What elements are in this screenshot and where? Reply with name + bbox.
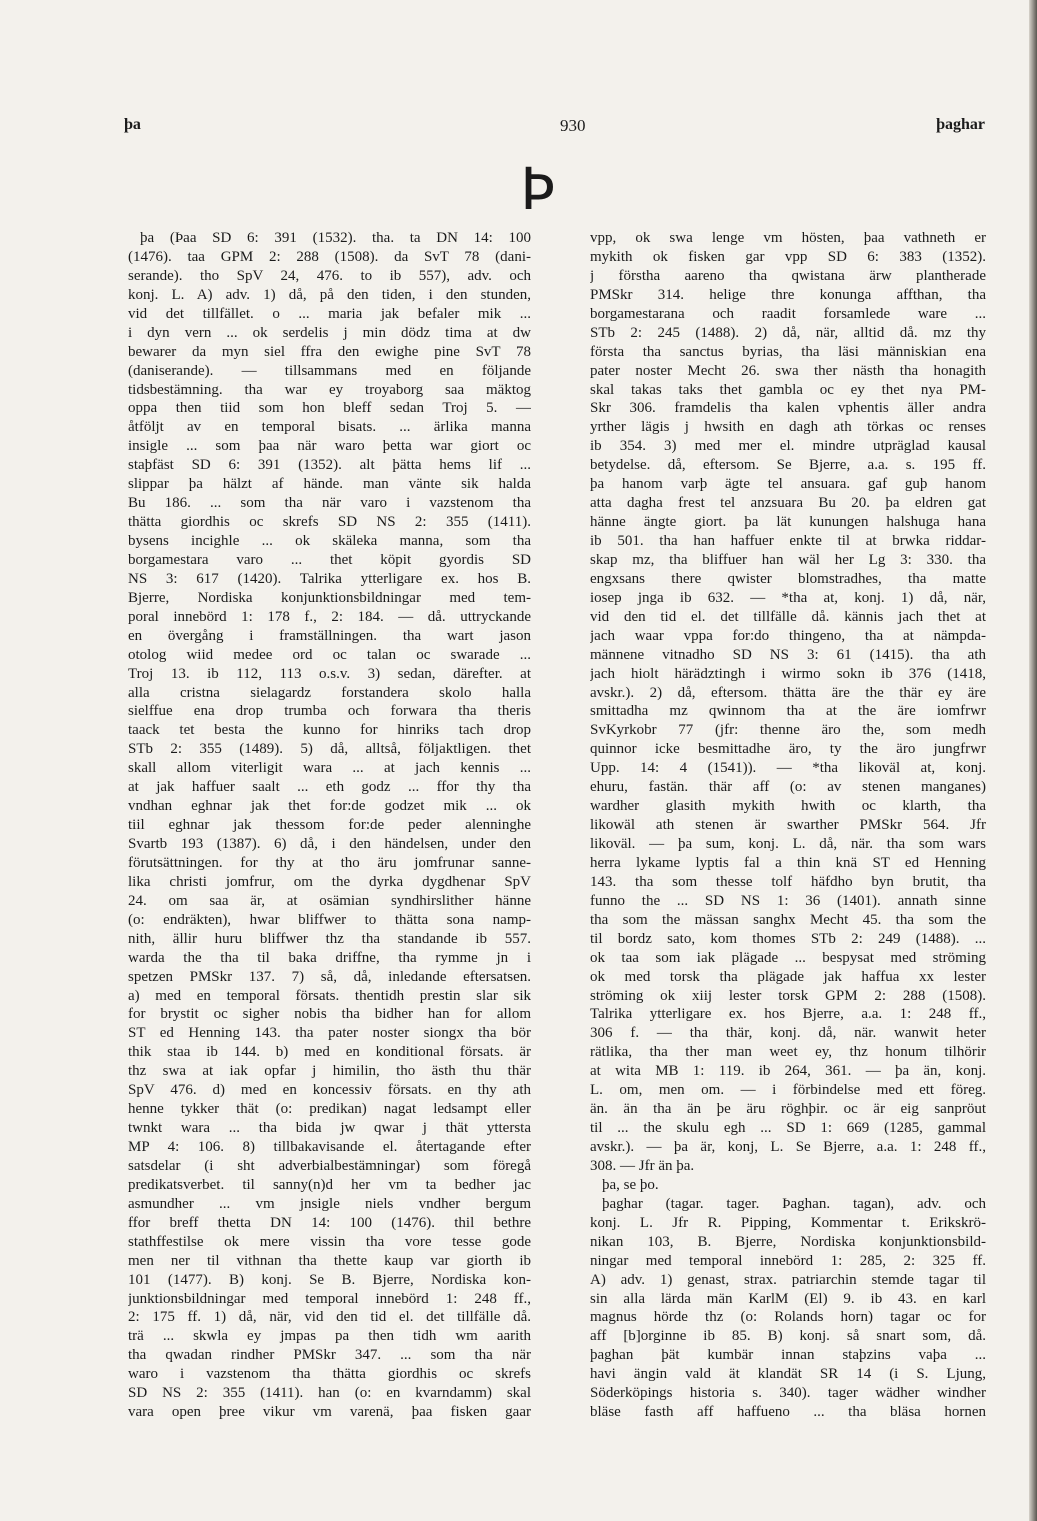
- text-line: skap mz, tha bliffuer han wäl her Lg 3: 330. tha: [590, 551, 986, 568]
- text-line: j förstha aareno tha qwistana ärw plantherade: [590, 267, 986, 284]
- text-line: konj. L. A) adv. 1) då, på den tiden, i den stunden,: [128, 286, 531, 303]
- text-line: stathffestilse ok mere vissin tha vore tesse gode: [128, 1233, 531, 1250]
- text-line: i dyn vern ... ok serdelis j min dödz tima at dw: [128, 324, 531, 341]
- text-line: sin alla lärda män KarlM (El) 9. ib 43. en karl: [590, 1290, 986, 1307]
- text-line: poral innebörd 1: 178 f., 2: 184. — då. uttryckande: [128, 608, 531, 625]
- text-line: (1476). taa GPM 2: 288 (1508). da SvT 78 (dani-: [128, 248, 531, 265]
- text-line: serande). tho SpV 24, 476. to ib 557), adv. och: [128, 267, 531, 284]
- text-line: til ... the skulu egh ... SD 1: 669 (1285, gammal: [590, 1120, 986, 1137]
- text-line: ffor breff thetta DN 14: 100 (1476). thil bethre: [128, 1214, 531, 1231]
- text-line: avskr.). 2) då, eftersom. thätta äre the thär ey äre: [590, 684, 986, 701]
- text-line: predikatsverbet. til sanny(n)d her vm ta bedher jac: [128, 1176, 531, 1193]
- text-line: en övergång i framställningen. tha wart jason: [128, 627, 531, 644]
- text-line: junktionsbildningar med temporal innebörd 1: 248 ff.,: [128, 1290, 531, 1307]
- text-line: borgamestarana och raadit forsamlede ware ...: [590, 305, 986, 322]
- text-line: ehuru, fastän. thär aff (o: av stenen manganes): [590, 779, 986, 796]
- text-line: männene vitnadho SD NS 3: 61 (1415). tha ath: [590, 646, 986, 663]
- text-line: tha qwadan rindher PMSkr 347. ... som tha när: [128, 1347, 531, 1364]
- text-line: þaghan þät kumbär innan staþzins vaþa ...: [590, 1347, 986, 1364]
- text-line: förutsättningen. for thy at tho äru jomfrunar sanne-: [128, 854, 531, 871]
- text-line: vid den tid el. det tillfälle då. kännis jach thet at: [590, 608, 986, 625]
- text-line: skal takas taks thet gambla oc ey thet nya PM-: [590, 381, 986, 398]
- text-line: thz swa at iak opfar j himilin, tho ästh thu thär: [128, 1063, 531, 1080]
- text-line: henne tykker thät (o: predikan) nagat ledsampt eller: [128, 1101, 531, 1118]
- text-line: ib 501. tha han haffuer enkte til at brwka riddar-: [590, 533, 986, 549]
- text-line: L. om, men om. — i förbindelse med ett föreg.: [590, 1082, 986, 1099]
- text-line: NS 3: 617 (1420). Talrika ytterligare ex. hos B.: [128, 570, 531, 587]
- text-line: waro i vazstenom tha thätta giordhis oc skrefs: [128, 1366, 531, 1383]
- text-line: aff [b]orginne ib 85. B) konj. så snart som, då.: [590, 1328, 986, 1345]
- text-line: mykith ok fisken gar vpp SD 6: 383 (1352).: [590, 248, 986, 265]
- text-line: Troj 13. ib 112, 113 o.s.v. 3) sedan, därefter. at: [128, 665, 531, 682]
- text-line: tha som the mässan sanghx Mecht 45. tha som the: [590, 911, 986, 928]
- text-line: Söderköpings historia s. 340). tager wädher windher: [590, 1385, 986, 1402]
- text-line: smittadha mz qwinnom tha at the äre iomfrwr: [590, 703, 986, 720]
- text-line: pater noster Mecht 26. swa ther nästh tha honagith: [590, 362, 986, 379]
- right-column: [590, 229, 986, 1422]
- text-line: hänne ängte giort. þa lät kunungen halshuga hana: [590, 514, 986, 531]
- text-line: första tha sanctus byrias, tha läsi människian ena: [590, 343, 986, 360]
- text-line: tiil eghnar jak thessom for:de peder alenninghe: [128, 817, 531, 834]
- text-line: taack tet besta the kunno for hinriks tach drop: [128, 722, 531, 739]
- text-line: at wita MB 1: 119. ib 264, 361. — þa än, konj.: [590, 1063, 986, 1080]
- text-line: twnkt wara ... tha bida jw qwar j thät yttersta: [128, 1120, 531, 1137]
- text-line: 101 (1477). B) konj. Se B. Bjerre, Nordiska kon-: [128, 1271, 531, 1288]
- text-line: slippar þa hälzt af hände. man vänte sik halda: [128, 476, 531, 493]
- text-line: trä ... skwla ey jmpas pa then tidh wm aarith: [128, 1328, 531, 1345]
- text-line: oppa then tiid som hon bleff sedan Troj 5. —: [128, 400, 531, 417]
- text-line: likowäl ath stenen är swarther PMSkr 564. Jfr: [590, 817, 986, 834]
- text-line: ok taa som iak plägade ... bespysat med ströming: [590, 949, 986, 966]
- text-line: spetzen PMSkr 137. 7) så, då, inledande eftersatsen.: [128, 968, 531, 985]
- text-line: vndhan eghnar jak thet for:de godzet mik ... ok: [128, 798, 531, 815]
- text-line: jach waar vppa for:do thingeno, tha at nämpda-: [590, 627, 986, 644]
- text-line: SvKyrkobr 77 (jfr: thenne äro the, som medh: [590, 722, 986, 739]
- text-line: a) med en temporal försats. thentidh prestin slar sik: [128, 987, 531, 1004]
- text-line: åtföljt av en temporal bisats. ... ärlika manna: [128, 419, 531, 436]
- text-line: ströming ok xiij lester torsk GPM 2: 288 (1508).: [590, 987, 986, 1004]
- text-line: for brystit oc sigher nobis tha bidher han for allom: [128, 1006, 531, 1023]
- text-line: jach hiolt härädztingh i wirmo sokn ib 376 (1418,: [590, 665, 986, 682]
- text-line: vid det tillfället. o ... maria jak befaler mik ...: [128, 305, 531, 322]
- text-line: sielffue ena drop trumba och forwara tha theris: [128, 703, 531, 720]
- text-line: 24. om saa är, at osämian syndhirslither hänne: [128, 892, 531, 909]
- text-line: Bu 186. ... som tha när varo i vazstenom tha: [128, 495, 531, 512]
- text-line: staþfäst SD 6: 391 (1352). alt þätta hems lif ...: [128, 457, 531, 474]
- text-line: tidsbestämning. tha war ey troyaborg saa mäktog: [128, 381, 531, 398]
- text-line: 308. — Jfr än þa.: [590, 1157, 695, 1174]
- text-line: vpp, ok swa lenge vm hösten, þaa vathneth er: [590, 230, 986, 246]
- header-left-catchword: þa: [124, 116, 141, 133]
- text-line: 143. tha som thesse tolf häfdho byn brutit, tha: [590, 873, 986, 890]
- text-line: Talrika ytterligare ex. hos Bjerre, a.a. 1: 248 ff.,: [590, 1006, 986, 1023]
- text-line: konj. L. Jfr R. Pipping, Kommentar t. Erikskrö-: [590, 1214, 986, 1231]
- text-line: lika christi jomfrur, om the dyrka dygdhenar SpV: [128, 873, 531, 890]
- text-line: skall allom viterligit wara ... at jach kennis ...: [128, 760, 531, 777]
- text-line: MP 4: 106. 8) tillbakavisande el. återtagande efter: [128, 1139, 531, 1155]
- text-line: Bjerre, Nordiska konjunktionsbildningar med tem-: [128, 589, 531, 606]
- text-line: warda the tha til baka driffne, tha rymme jn i: [128, 949, 531, 966]
- page-number: 930: [560, 116, 586, 135]
- text-line: ib 354. 3) med mer el. mindre utpräglad kausal: [590, 438, 986, 455]
- text-line: (o: endräkten), hwar bliffwer to thätta sona namp-: [128, 911, 531, 928]
- text-line: þa hanom varþ ägte tel ansuara. gaf guþ hanom: [590, 476, 986, 493]
- text-line: Skr 306. framdelis tha kalen vphentis äller andra: [590, 400, 986, 417]
- text-line: STb 2: 355 (1489). 5) då, alltså, följaktligen. thet: [128, 741, 531, 758]
- text-line: þa, se þo.: [602, 1176, 659, 1193]
- text-line: likoväl. — þa sum, konj. L. då, när. tha som wars: [590, 836, 986, 852]
- text-line: PMSkr 314. helige thre konunga affthan, tha: [590, 286, 986, 303]
- text-line: iosep jnga ib 632. — *tha at, konj. 1) då, när,: [590, 589, 986, 606]
- text-line: SpV 476. d) med en koncessiv försats. en thy ath: [128, 1082, 531, 1099]
- text-line: (daniserande). — tillsammans med en följande: [128, 362, 531, 379]
- text-line: nikan 103, B. Bjerre, Nordiska konjunktionsbild-: [590, 1233, 986, 1250]
- text-line: SD NS 2: 355 (1411). han (o: en kvarndamm) skal: [128, 1385, 531, 1402]
- text-line: funno the ... SD NS 1: 36 (1401). annath sinne: [590, 892, 986, 909]
- text-line: borgamestara varo ... thet köpit gyordis SD: [128, 551, 531, 568]
- text-line: än. än tha än þe äru röghþir. oc är eig sanpröut: [590, 1101, 986, 1118]
- text-line: A) adv. 1) genast, strax. patriarchin stemde tagar til: [590, 1271, 986, 1288]
- page-edge-shadow: [1029, 0, 1037, 1521]
- text-line: Upp. 14: 4 (1541)). — *tha likoväl at, konj.: [590, 760, 986, 777]
- text-line: STb 2: 245 (1488). 2) då, när, alltid då. mz thy: [590, 324, 986, 341]
- text-line: 2: 175 ff. 1) då, när, vid den tid el. det tillfälle då.: [128, 1309, 531, 1326]
- text-line: nith, ällir huru bliffwer thz tha standande ib 557.: [128, 930, 531, 947]
- text-line: þa (Þaa SD 6: 391 (1532). tha. ta DN 14: 100: [140, 230, 531, 246]
- text-line: magnus hörde thz (o: Rolands horn) tagar oc for: [590, 1309, 986, 1326]
- text-line: quinnor icke besmittadhe äro, ty the äro jungfrwr: [590, 741, 986, 758]
- text-line: at jak haffuer saalt ... eth godz ... ffor thy tha: [128, 779, 531, 796]
- text-line: thätta giordhis oc skrefs SD NS 2: 355 (1411).: [128, 514, 531, 531]
- text-line: Svartb 193 (1387). 6) då, i den händelsen, under den: [128, 836, 531, 852]
- text-line: engxsans there qwister blomstradhes, tha matte: [590, 570, 986, 587]
- section-letter: Þ: [520, 155, 556, 223]
- text-line: þaghar (tagar. tager. Þaghan. tagan), adv. och: [602, 1195, 986, 1212]
- text-line: asmundher ... vm jnsigle niels vndher bergum: [128, 1195, 531, 1212]
- text-line: wardher glasith mykith hwith oc klarth, tha: [590, 798, 986, 815]
- text-line: thik staa ib 144. b) med en konditional försats. är: [128, 1044, 531, 1061]
- left-column: [128, 229, 531, 1422]
- text-line: men ner til vithnan tha thette kaup var giorth ib: [128, 1252, 531, 1269]
- text-line: rätlika, tha ther man weet ey, thz honum tilhörir: [590, 1044, 986, 1061]
- text-line: bysens incighle ... ok skäleka manna, som tha: [128, 533, 531, 549]
- text-line: havi ängin vald ät klandät SR 14 (i S. Ljung,: [590, 1366, 986, 1383]
- text-line: til bordz sato, kom thomes STb 2: 249 (1488). ...: [590, 930, 986, 947]
- text-line: 306 f. — tha thär, konj. då, när. wanwit heter: [590, 1025, 986, 1042]
- text-line: ningar med temporal innebörd 1: 285, 2: 325 ff.: [590, 1252, 986, 1269]
- text-line: bewarer da myn siel ffra den ewighe pine SvT 78: [128, 343, 531, 360]
- text-line: bläse fasth aff haffueno ... tha bläsa hornen: [590, 1404, 986, 1421]
- text-line: betydelse. då, eftersom. Se Bjerre, a.a. s. 195 ff.: [590, 457, 986, 474]
- text-line: alla cristna sielagardz forstandera skolo halla: [128, 684, 531, 701]
- text-line: otolog wiid medee ord oc talan oc swarade ...: [128, 646, 531, 663]
- text-line: ST ed Henning 143. tha pater noster siongx tha bör: [128, 1025, 531, 1042]
- text-line: avskr.). — þa är, konj, L. Se Bjerre, a.a. 1: 248 ff.,: [590, 1139, 986, 1155]
- text-line: atta dagha frest tel anzsuara Bu 20. þa eldren gat: [590, 495, 986, 512]
- text-line: yrther lägis j hwsith en dagh ath törkas oc renses: [590, 419, 986, 436]
- text-line: vara open þree vikur vm varenä, þaa fisken gaar: [128, 1404, 531, 1421]
- text-line: ok med torsk tha plägade jak haffua xx lester: [590, 968, 986, 985]
- text-line: satsdelar (i sht adverbialbestämningar) som föregå: [128, 1157, 531, 1174]
- header-right-catchword: þaghar: [936, 116, 985, 133]
- text-line: herra lykame lyptis fal a thin knä ST ed Henning: [590, 854, 986, 871]
- text-line: insigle ... som þaa när waro þetta war giort oc: [128, 438, 531, 455]
